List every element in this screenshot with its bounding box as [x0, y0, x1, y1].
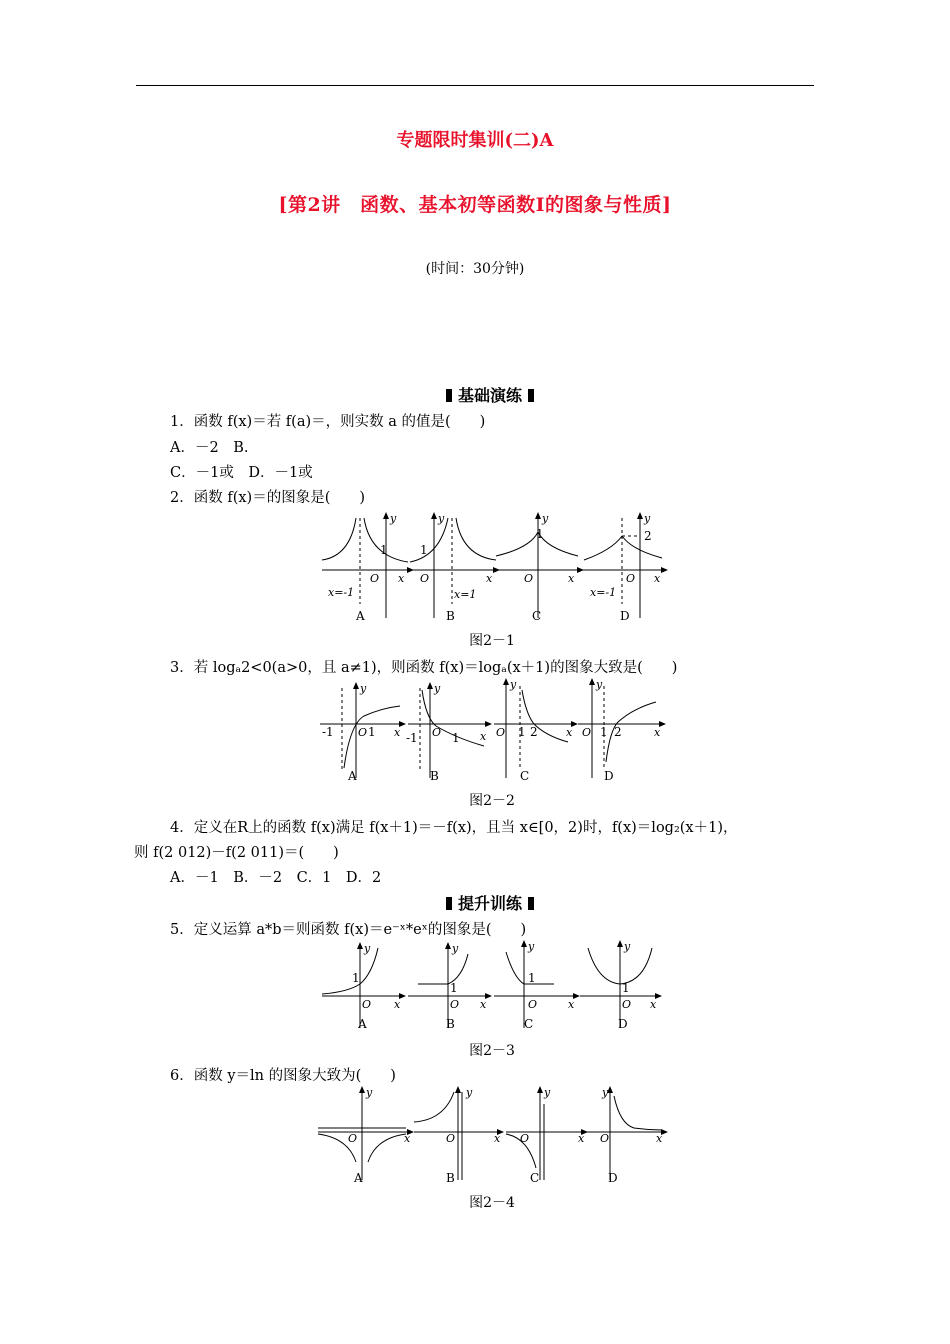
figure-2-2	[316, 678, 666, 786]
top-rule	[136, 85, 814, 86]
option-letter: A	[348, 769, 357, 783]
q1-options-c-d: C．－1或 D．－1或	[170, 465, 313, 481]
axis-x-label: x	[656, 1132, 663, 1145]
origin-label: O	[520, 1132, 530, 1145]
page-title: 专题限时集训(二)A	[396, 130, 554, 151]
origin-label: O	[528, 998, 538, 1011]
axis-x-label: x	[480, 998, 487, 1011]
origin-label: O	[370, 572, 380, 585]
axis-y-label: y	[528, 940, 535, 953]
axis-x-label: x	[568, 572, 575, 585]
origin-label: O	[362, 998, 372, 1011]
option-letter: D	[620, 609, 630, 623]
origin-label: O	[524, 572, 534, 585]
tick-label: 1	[622, 981, 630, 995]
tick-label: 1	[518, 725, 526, 739]
axis-x-label: x	[404, 1132, 411, 1145]
origin-label: O	[582, 726, 592, 739]
origin-label: O	[420, 572, 430, 585]
origin-label: O	[600, 1132, 610, 1145]
figure-2-1	[310, 508, 670, 626]
tick-label: -1	[406, 731, 418, 745]
option-letter: B	[446, 1017, 455, 1031]
axis-y-label: y	[596, 678, 603, 691]
origin-label: O	[450, 998, 460, 1011]
tick-label: 1	[452, 731, 460, 745]
tick-label: 1	[380, 543, 388, 557]
axis-x-label: x	[566, 726, 573, 739]
tick-label: 2	[530, 725, 538, 739]
option-letter: A	[356, 609, 365, 623]
option-letter: A	[358, 1017, 367, 1031]
axis-x-label: x	[486, 572, 493, 585]
tick-label: 1	[528, 971, 536, 985]
origin-label: O	[446, 1132, 456, 1145]
tick-label: -1	[322, 725, 334, 739]
q4-stem-line1: 4．定义在R上的函数 f(x)满足 f(x＋1)＝－f(x)，且当 x∈[0，2)时，f(x)＝log₂(x＋1)，	[170, 820, 738, 836]
tick-label: 1	[536, 527, 544, 541]
caption-2-3: 图2－3	[469, 1043, 515, 1059]
tick-label: 1	[420, 543, 428, 557]
tick-label: 2	[614, 725, 622, 739]
section-advanced-label: 提升训练	[457, 894, 522, 913]
origin-label: O	[432, 726, 442, 739]
q5-stem: 5．定义运算 a*b＝则函数 f(x)＝e⁻ˣ*eˣ的图象是( )	[170, 922, 527, 938]
figure-2-3	[318, 938, 664, 1036]
option-letter: A	[354, 1171, 363, 1185]
option-letter: C	[524, 1017, 534, 1031]
option-letter: B	[430, 769, 439, 783]
option-letter: D	[608, 1171, 618, 1185]
origin-label: O	[626, 572, 636, 585]
origin-label: O	[496, 726, 506, 739]
axis-x-label: x	[398, 572, 405, 585]
axis-x-label: x	[568, 998, 575, 1011]
section-basic	[400, 383, 580, 406]
q6-stem: 6．函数 y＝ln 的图象大致为( )	[170, 1068, 396, 1084]
axis-x-label: x	[654, 572, 661, 585]
option-letter: D	[604, 769, 614, 783]
axis-y-label: y	[602, 1086, 609, 1099]
axis-y-label: y	[452, 942, 459, 955]
block-icon	[446, 389, 452, 402]
axis-y-label: y	[644, 512, 651, 525]
option-letter: B	[446, 609, 455, 623]
axis-x-label: x	[578, 1132, 585, 1145]
block-icon	[528, 897, 534, 910]
option-letter: D	[618, 1017, 628, 1031]
axis-y-label: y	[438, 512, 445, 525]
axis-y-label: y	[466, 1086, 473, 1099]
page-subtitle: [第2讲 函数、基本初等函数Ⅰ的图象与性质]	[278, 194, 672, 216]
origin-label: O	[622, 998, 632, 1011]
asymptote-label: x=-1	[590, 586, 617, 599]
asymptote-label: x=-1	[328, 586, 355, 599]
axis-y-label: y	[542, 512, 549, 525]
option-letter: C	[530, 1171, 540, 1185]
option-letter: C	[532, 609, 542, 623]
caption-2-2: 图2－2	[469, 793, 515, 809]
axis-y-label: y	[624, 940, 631, 953]
axis-x-label: x	[650, 998, 657, 1011]
axis-y-label: y	[360, 682, 367, 695]
caption-2-4: 图2－4	[469, 1195, 515, 1211]
block-icon	[446, 897, 452, 910]
origin-label: O	[358, 726, 368, 739]
axis-x-label: x	[394, 726, 401, 739]
axis-x-label: x	[394, 998, 401, 1011]
axis-y-label: y	[544, 1086, 551, 1099]
tick-label: 1	[600, 725, 608, 739]
asymptote-label: x=1	[454, 588, 477, 601]
block-icon	[528, 389, 534, 402]
axis-y-label: y	[434, 682, 441, 695]
section-advanced	[400, 891, 580, 914]
q3-stem: 3．若 logₐ2<0(a>0，且 a≠1)，则函数 f(x)＝logₐ(x＋1)的图象大致是( )	[170, 660, 678, 676]
origin-label: O	[348, 1132, 358, 1145]
axis-y-label: y	[390, 512, 397, 525]
time-note: (时间：30分钟)	[425, 261, 525, 277]
tick-label: 1	[368, 725, 376, 739]
q2-stem: 2．函数 f(x)＝的图象是( )	[170, 490, 366, 506]
option-letter: C	[520, 769, 530, 783]
figure-2-4	[314, 1084, 668, 1188]
q4-options: A．－1 B．－2 C．1 D．2	[170, 870, 382, 886]
axis-x-label: x	[480, 730, 487, 743]
tick-label: 1	[450, 981, 458, 995]
axis-y-label: y	[366, 1086, 373, 1099]
caption-2-1: 图2－1	[469, 633, 515, 649]
axis-x-label: x	[654, 726, 661, 739]
tick-label: 2	[644, 529, 652, 543]
q4-stem-line2: 则 f(2 012)－f(2 011)＝( )	[134, 845, 339, 861]
axis-x-label: x	[494, 1132, 501, 1145]
axis-y-label: y	[510, 678, 517, 691]
q1-options-a-b: A．－2 B.	[170, 440, 249, 456]
tick-label: 1	[352, 971, 360, 985]
axis-y-label: y	[364, 942, 371, 955]
q1-stem: 1．函数 f(x)＝若 f(a)＝，则实数 a 的值是( )	[170, 414, 486, 430]
section-basic-label: 基础演练	[457, 386, 522, 405]
option-letter: B	[446, 1171, 455, 1185]
